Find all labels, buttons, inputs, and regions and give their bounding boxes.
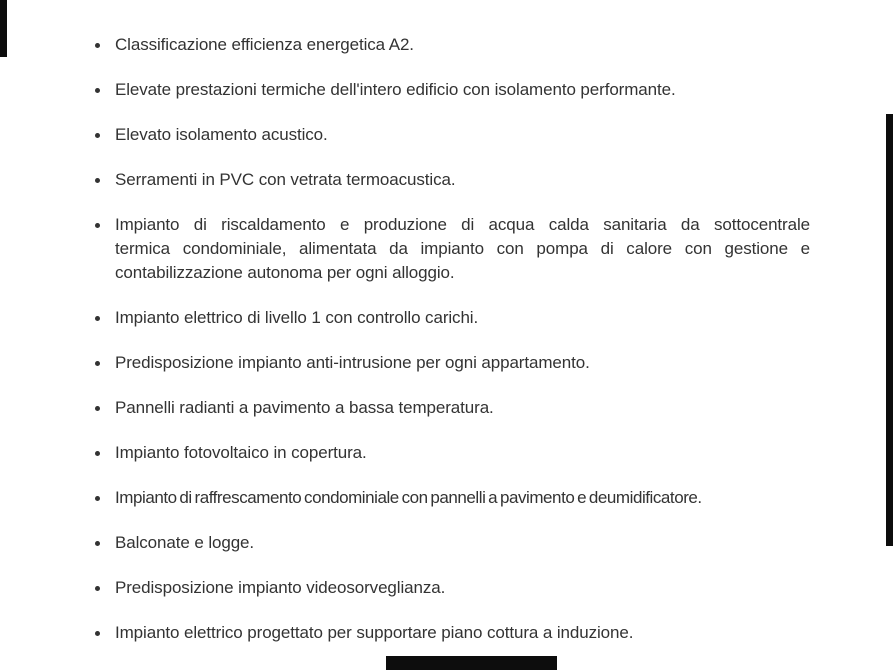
feature-text bbox=[115, 306, 810, 330]
bullet-icon bbox=[95, 133, 100, 138]
feature-line: Classificazione efficienza energetica A2. bbox=[115, 35, 414, 54]
feature-text bbox=[115, 33, 810, 57]
feature-line: Balconate e logge. bbox=[115, 533, 255, 552]
feature-item bbox=[95, 168, 810, 192]
feature-item bbox=[95, 621, 810, 645]
feature-item bbox=[95, 351, 810, 375]
feature-item bbox=[95, 531, 810, 555]
feature-line: termica condominiale, alimentata da impianto con pompa di calore con gestione e bbox=[115, 239, 810, 258]
feature-text bbox=[115, 486, 810, 510]
feature-text bbox=[115, 576, 810, 600]
bullet-icon bbox=[95, 586, 100, 591]
bullet-icon bbox=[95, 223, 100, 228]
feature-line: Impianto fotovoltaico in copertura. bbox=[115, 443, 367, 462]
bullet-icon bbox=[95, 451, 100, 456]
bullet-icon bbox=[95, 43, 100, 48]
feature-text bbox=[115, 351, 810, 375]
feature-text bbox=[115, 78, 810, 102]
feature-line: Impianto di raffrescamento condominiale con pannelli a pavimento e deumidificatore. bbox=[115, 488, 702, 507]
feature-text bbox=[115, 441, 810, 465]
feature-text bbox=[115, 123, 810, 147]
feature-text bbox=[115, 213, 810, 285]
feature-item bbox=[95, 441, 810, 465]
feature-line: Impianto elettrico progettato per supportare piano cottura a induzione. bbox=[115, 623, 634, 642]
feature-item bbox=[95, 576, 810, 600]
bullet-icon bbox=[95, 178, 100, 183]
feature-item bbox=[95, 396, 810, 420]
photo-edge-bar-left bbox=[0, 0, 7, 57]
feature-item bbox=[95, 78, 810, 102]
feature-line: Predisposizione impianto anti-intrusione per ogni appartamento. bbox=[115, 353, 590, 372]
feature-line: Predisposizione impianto videosorveglianza. bbox=[115, 578, 446, 597]
feature-item bbox=[95, 33, 810, 57]
bullet-icon bbox=[95, 316, 100, 321]
bullet-icon bbox=[95, 541, 100, 546]
features-list bbox=[95, 33, 810, 666]
feature-text bbox=[115, 396, 810, 420]
bullet-icon bbox=[95, 406, 100, 411]
feature-text bbox=[115, 168, 810, 192]
feature-item bbox=[95, 306, 810, 330]
feature-text bbox=[115, 531, 810, 555]
photo-edge-bar-right bbox=[886, 114, 893, 546]
feature-line: Elevato isolamento acustico. bbox=[115, 125, 328, 144]
feature-line: contabilizzazione autonoma per ogni alloggio. bbox=[115, 263, 455, 282]
feature-line: Impianto elettrico di livello 1 con controllo carichi. bbox=[115, 308, 479, 327]
feature-line: Serramenti in PVC con vetrata termoacustica. bbox=[115, 170, 456, 189]
bullet-icon bbox=[95, 631, 100, 636]
bullet-icon bbox=[95, 496, 100, 501]
feature-line: Pannelli radianti a pavimento a bassa temperatura. bbox=[115, 398, 494, 417]
feature-item bbox=[95, 213, 810, 285]
bullet-icon bbox=[95, 361, 100, 366]
feature-line: Elevate prestazioni termiche dell'intero edificio con isolamento performante. bbox=[115, 80, 676, 99]
bullet-icon bbox=[95, 88, 100, 93]
feature-text bbox=[115, 621, 810, 645]
feature-item bbox=[95, 486, 810, 510]
feature-line: Impianto di riscaldamento e produzione di acqua calda sanitaria da sottocentrale bbox=[115, 215, 810, 234]
feature-item bbox=[95, 123, 810, 147]
